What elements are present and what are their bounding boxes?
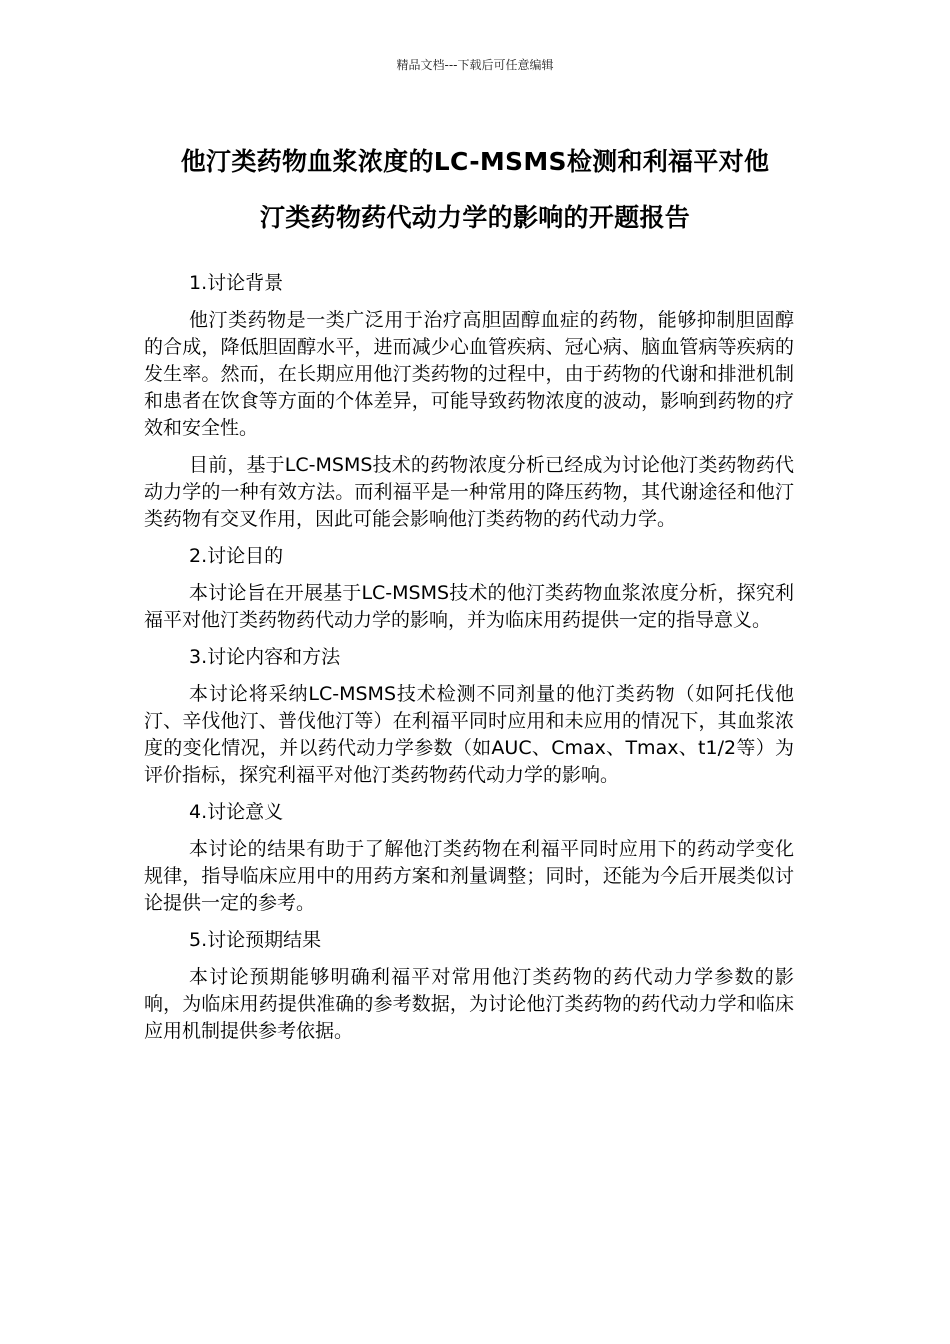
- section-background: [144, 270, 794, 533]
- document-title: [128, 134, 822, 246]
- section-heading: 2.讨论目的: [189, 545, 284, 567]
- document-body: [144, 270, 794, 1055]
- paragraph: 本讨论将采纳LC-MSMS技术检测不同剂量的他汀类药物（如阿托伐他汀、辛伐他汀、普伐他汀等）在利福平同时应用和未应用的情况下，其血浆浓度的变化情况，并以药代动力学参数（如AUC、Cmax、Tmax、t1/2等）为评价指标，探究利福平对他汀类药物药代动力学的影响。: [144, 683, 794, 786]
- paragraph: 本讨论的结果有助于了解他汀类药物在利福平同时应用下的药动学变化规律，指导临床应用中的用药方案和剂量调整；同时，还能为今后开展类似讨论提供一定的参考。: [144, 838, 794, 914]
- paragraph: 本讨论旨在开展基于LC-MSMS技术的他汀类药物血浆浓度分析，探究利福平对他汀类药物药代动力学的影响，并为临床用药提供一定的指导意义。: [144, 582, 794, 631]
- section-heading: 3.讨论内容和方法: [189, 646, 341, 668]
- section-content-methods: [144, 644, 794, 789]
- section-heading: 1.讨论背景: [189, 272, 284, 294]
- paragraph: 本讨论预期能够明确利福平对常用他汀类药物的药代动力学参数的影响，为临床用药提供准确的参考数据，为讨论他汀类药物的药代动力学和临床应用机制提供参考依据。: [144, 966, 794, 1042]
- section-heading: 5.讨论预期结果: [189, 929, 322, 951]
- section-heading: 4.讨论意义: [189, 801, 284, 823]
- section-purpose: [144, 543, 794, 634]
- paragraph: 他汀类药物是一类广泛用于治疗高胆固醇血症的药物，能够抑制胆固醇的合成，降低胆固醇水平，进而减少心血管疾病、冠心病、脑血管病等疾病的发生率。然而，在长期应用他汀类药物的过程中，由于药物的代谢和排泄机制和患者在饮食等方面的个体差异，可能导致药物浓度的波动，影响到药物的疗效和安全性。: [144, 309, 794, 439]
- title-line-1: 他汀类药物血浆浓度的LC-MSMS检测和利福平对他: [180, 147, 770, 176]
- title-line-2: 汀类药物药代动力学的影响的开题报告: [259, 203, 691, 232]
- section-significance: [144, 799, 794, 917]
- section-expected-results: [144, 927, 794, 1045]
- paragraph: 目前，基于LC-MSMS技术的药物浓度分析已经成为讨论他汀类药物药代动力学的一种有效方法。而利福平是一种常用的降压药物，其代谢途径和他汀类药物有交叉作用，因此可能会影响他汀类药物的药代动力学。: [144, 454, 794, 530]
- header-note: 精品文档---下载后可任意编辑: [396, 58, 554, 72]
